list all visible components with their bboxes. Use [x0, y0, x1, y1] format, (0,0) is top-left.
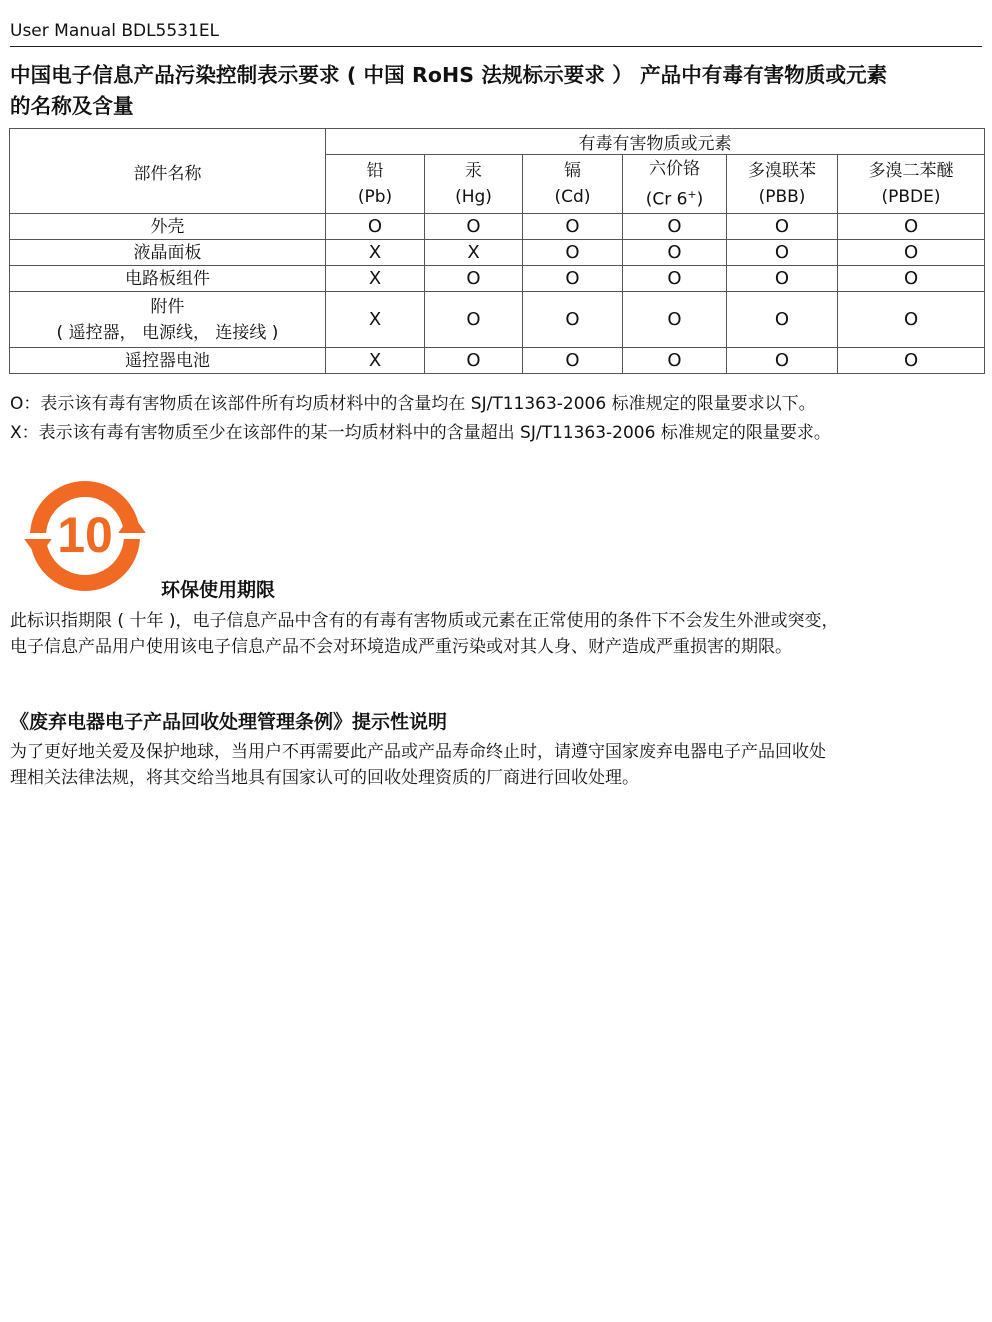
table-row	[10, 292, 985, 348]
x-symbol-note: X：表示该有毒有害物质至少在该部件的某一均质材料中的含量超出 SJ/T11363-2006 标准规定的限量要求。	[10, 423, 831, 443]
epup-heading: 环保使用期限	[161, 579, 276, 601]
epup-logo-number: 10	[57, 507, 113, 563]
part-cell: 附件 ( 遥控器， 电源线， 连接线 )	[10, 292, 326, 348]
value-cell: O	[727, 240, 838, 266]
hazardous-substance-table	[9, 128, 985, 374]
value-cell: O	[425, 292, 523, 348]
table-row	[10, 348, 985, 374]
table-row	[10, 214, 985, 240]
o-symbol-note: O：表示该有毒有害物质在该部件所有均质材料中的含量均在 SJ/T11363-2006 标准规定的限量要求以下。	[10, 394, 816, 414]
substance-header-chromium: 六价铬 (Cr 6+)	[623, 155, 727, 214]
value-cell: O	[623, 292, 727, 348]
substance-header-cadmium: 镉 (Cd)	[523, 155, 623, 214]
value-cell: O	[523, 292, 623, 348]
value-cell: X	[326, 292, 425, 348]
value-cell: O	[623, 214, 727, 240]
substance-header-pbb: 多溴联苯 (PBB)	[727, 155, 838, 214]
value-cell: O	[838, 348, 985, 374]
part-cell: 外壳	[10, 214, 326, 240]
value-cell: O	[623, 266, 727, 292]
value-cell: O	[425, 266, 523, 292]
value-cell: O	[523, 348, 623, 374]
substance-header-pbde: 多溴二苯醚 (PBDE)	[838, 155, 985, 214]
substance-header-lead: 铅 (Pb)	[326, 155, 425, 214]
value-cell: O	[727, 214, 838, 240]
part-cell: 电路板组件	[10, 266, 326, 292]
value-cell: O	[838, 240, 985, 266]
value-cell: O	[727, 266, 838, 292]
weee-description: 为了更好地关爱及保护地球，当用户不再需要此产品或产品寿命终止时，请遵守国家废弃电器电子产品回收处 理相关法律法规，将其交给当地具有国家认可的回收处理资质的厂商进行回收处理。	[10, 742, 826, 788]
section-title-line2: 的名称及含量	[10, 94, 134, 118]
value-cell: O	[838, 214, 985, 240]
value-cell: O	[425, 348, 523, 374]
value-cell: O	[523, 266, 623, 292]
value-cell: O	[523, 214, 623, 240]
epup-description: 此标识指期限 ( 十年 )，电子信息产品中含有的有毒有害物质或元素在正常使用的条件下不会发生外泄或突变， 电子信息产品用户使用该电子信息产品不会对环境造成严重污染或对其人身、财产造成严重损害的期限。	[10, 611, 839, 657]
manual-title: User Manual BDL5531EL	[10, 21, 220, 41]
substance-group-header: 有毒有害物质或元素	[326, 129, 985, 155]
value-cell: O	[623, 348, 727, 374]
section-title-line1: 中国电子信息产品污染控制表示要求 ( 中国 RoHS 法规标示要求 ） 产品中有毒有害物质或元素	[10, 63, 888, 87]
value-cell: X	[425, 240, 523, 266]
value-cell: O	[727, 348, 838, 374]
table-row	[10, 266, 985, 292]
weee-heading: 《废弃电器电子产品回收处理管理条例》提示性说明	[10, 711, 448, 733]
value-cell: X	[326, 240, 425, 266]
table-row	[10, 240, 985, 266]
value-cell: O	[523, 240, 623, 266]
value-cell: O	[326, 214, 425, 240]
part-cell: 遥控器电池	[10, 348, 326, 374]
page-header	[10, 20, 982, 47]
value-cell: O	[838, 292, 985, 348]
value-cell: O	[623, 240, 727, 266]
section-title	[10, 60, 985, 122]
value-cell: O	[425, 214, 523, 240]
value-cell: X	[326, 348, 425, 374]
value-cell: O	[838, 266, 985, 292]
value-cell: O	[727, 292, 838, 348]
value-cell: X	[326, 266, 425, 292]
epup-10-year-logo-icon	[20, 480, 150, 592]
part-cell: 液晶面板	[10, 240, 326, 266]
part-name-header: 部件名称	[10, 129, 326, 214]
substance-header-mercury: 汞 (Hg)	[425, 155, 523, 214]
